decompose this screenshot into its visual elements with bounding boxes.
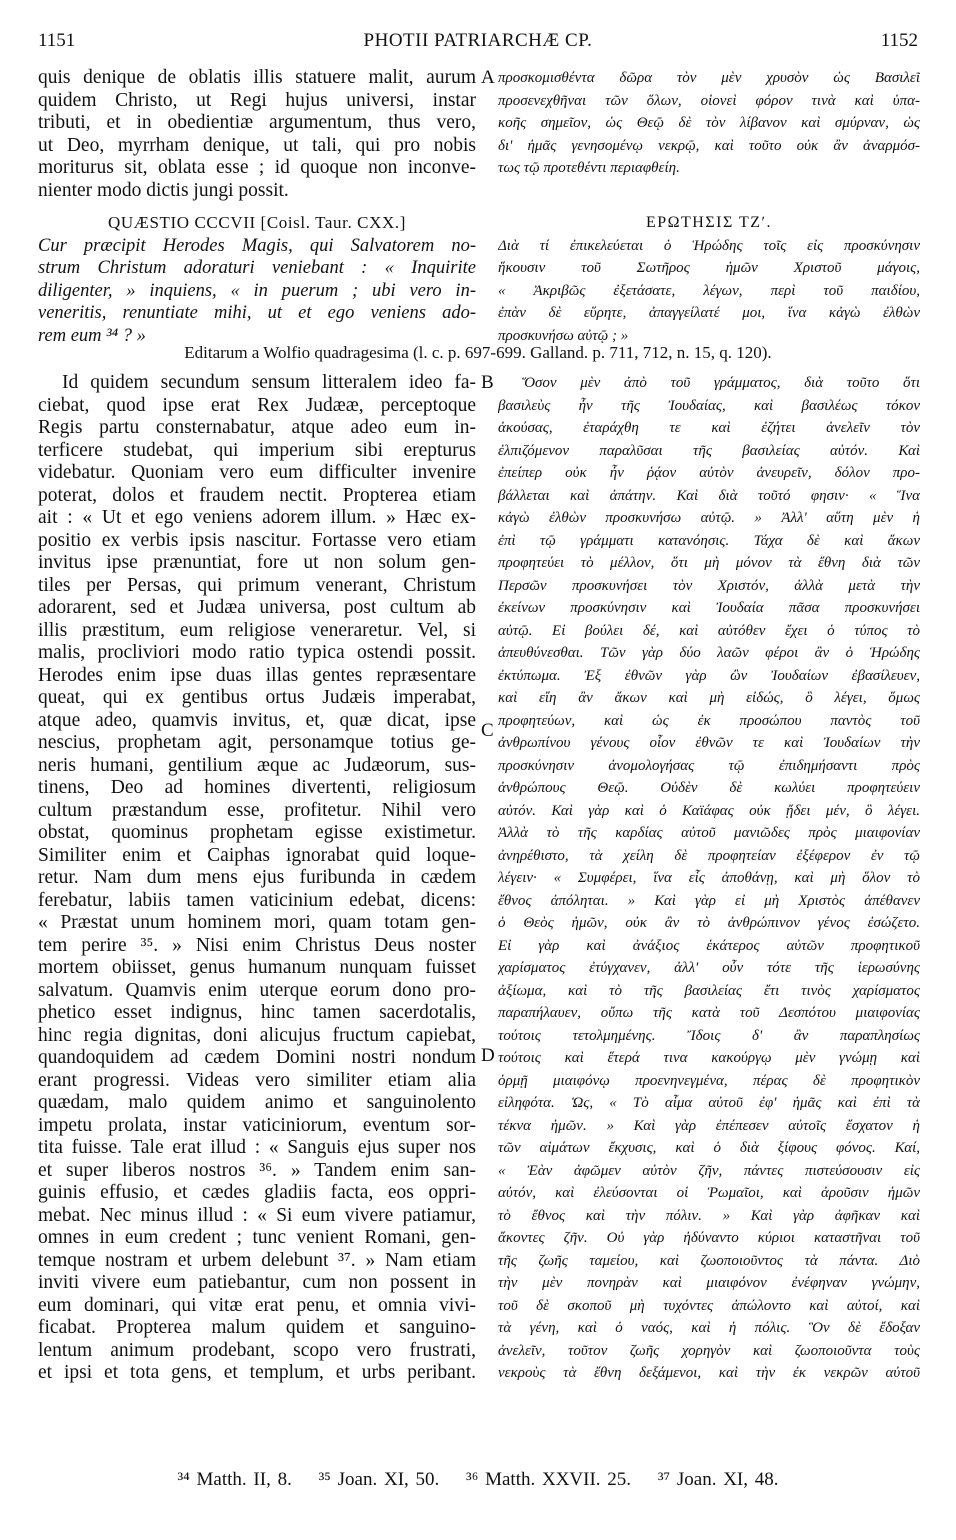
- text-line: Διὰ τί ἐπικελεύεται ὁ Ἡρώδης τοῖς εἰς προσκύνησιν: [498, 237, 920, 254]
- text-line: atque adeo, quamvis invitus, et, quæ dicat, ipse: [38, 709, 476, 731]
- text-line: τὸ ἔθνος καὶ τὴν πόλιν. » Καὶ γὰρ ἀφῆκαν καὶ: [498, 1207, 920, 1224]
- text-line: εἰληφότα. Ὡς, « Τὸ αἷμα αὐτοῦ ἐφ' ἡμᾶς καὶ ἐπὶ τὰ: [498, 1095, 920, 1111]
- text-line: veneritis, renuntiate mihi, ut et ego veniens ado-: [38, 303, 476, 323]
- text-line: λέγειν· « Συμφέρει, ἵνα εἷς ἀποθάνῃ, καὶ μὴ ὅλον τὸ: [498, 870, 920, 886]
- text-line: salvatum. Quamvis enim uterque eorum dono pro-: [38, 979, 476, 1001]
- text-line: ferebatur, labiis tamen vaticinium edebat, dicens:: [38, 889, 476, 911]
- text-line: quis denique de oblatis illis statuere malit, aurum: [38, 67, 476, 88]
- text-line: τῶν αἱμάτων ἔκχυσις, καὶ ὁ διὰ ξίφους φόνος. Καί,: [498, 1140, 920, 1156]
- text-line: tem perire ³⁵. » Nisi enim Christus Deus noster: [38, 934, 476, 956]
- text-line: Περσῶν προσκυνήσει τὸν Χριστόν, ἀλλὰ μετὰ τὴν: [498, 577, 920, 594]
- text-line: τοῦ δὲ σκοποῦ μὴ τυχόντες ἀπώλοντο καὶ αὐτοί, καὶ: [498, 1297, 920, 1314]
- margin-letter-d: D: [481, 1045, 495, 1066]
- text-line: κἀγὼ ἐλθὼν προσκυνήσω αὐτῷ. » Ἀλλ' αὕτη μὲν ἡ: [498, 510, 920, 526]
- text-line: Herodes enim ipse duas illas gentes repræsentare: [38, 664, 476, 686]
- text-line: δι' ἡμᾶς γενησομένῳ νεκρῷ, καὶ τοῦτο οὐκ ἂν ἀναρμόσ-: [498, 137, 920, 154]
- text-line: ὁ Θεὸς ἡμῶν, οὐκ ἂν τὸ ἀνθρώπινον γένος ἐσώζετο.: [498, 915, 920, 931]
- text-line: τως τῷ προτεθέντι περιαφθείη.: [498, 160, 680, 176]
- text-line: ficabat. Propterea malum quidem et sanguino-: [38, 1317, 476, 1338]
- page-number-left: 1151: [38, 30, 76, 51]
- running-header: [38, 30, 918, 54]
- text-line: ἀνθρώπους Θεῷ. Οὐδὲν δὲ κωλύει προφητεύειν: [498, 780, 920, 796]
- text-line: ἀνελεῖν, τοῦτον ζωῆς χορηγὸν καὶ ζωοποιοῦντα τοὺς: [498, 1342, 920, 1359]
- text-line: « Præstat unum hominem mori, quam totam gen-: [38, 912, 476, 933]
- margin-letter-b: B: [481, 372, 494, 393]
- text-line: mebat. Nec minus illud : « Si eum vivere patiamur,: [38, 1204, 476, 1226]
- text-line: lentum animum prodebant, scopo vero frustrati,: [38, 1339, 476, 1361]
- text-line: καὶ εἴη ἂν ἄκων καὶ μὴ εἰδώς, ὃ λέγει, ὅμως: [498, 690, 920, 706]
- text-line: omnes in eum credent ; tunc venient Romani, gen-: [38, 1227, 476, 1248]
- text-line: Similiter enim et Caiphas ignorabat quid loque-: [38, 844, 476, 866]
- text-line: ἐκείνων προσκύνησιν καὶ Ἰουδαία πᾶσα προσκυνήσει: [498, 600, 920, 616]
- text-line: ἔθνος ἀπόληται. » Καὶ γὰρ εἰ μὴ Χριστὸς ἀπέθανεν: [498, 892, 920, 909]
- text-line: phetico esset indignus, hinc tamen sacerdotalis,: [38, 1002, 476, 1023]
- text-line: tita fuisse. Tale erat illud : « Sanguis ejus super nos: [38, 1137, 476, 1158]
- text-line: terficere studebat, qui imperium sibi erepturus: [38, 439, 476, 461]
- text-line: προσενεχθῆναι τῶν ὅλων, οἱονεὶ φόρον τινὰ καὶ ὑπα-: [498, 92, 920, 109]
- text-line: invitus ipse prænuntiat, fore ut non solum gen-: [38, 552, 476, 573]
- text-line: quandoquidem ad cædem Domini nostri nondum: [38, 1047, 476, 1068]
- text-line: βασιλεὺς ἦν τῆς Ἰουδαίας, καὶ βασιλέως τόκον: [498, 397, 920, 414]
- text-line: ἀκούσας, ἐταράχθη τε καὶ ἐζήτει ἀνελεῖν τὸν: [498, 420, 920, 436]
- text-line: queat, qui ex gentibus ortus Judæis imperabat,: [38, 687, 476, 708]
- latin-question-heading: QUÆSTIO CCCVII [Coisl. Taur. CXX.]: [108, 213, 406, 232]
- text-line: neris humani, gentilium æque ac Judæorum, sus-: [38, 754, 476, 776]
- text-line: προσκομισθέντα δῶρα τὸν μὲν χρυσὸν ὡς Βασιλεῖ: [498, 70, 920, 86]
- text-line: nienter modo dictis jungi possit.: [38, 179, 289, 201]
- greek-question-heading: ΕΡΩΤΗΣΙΣ ΤΖʹ.: [645, 214, 773, 231]
- greek-body: [498, 372, 920, 1385]
- text-line: Ὅσον μὲν ἀπὸ τοῦ γράμματος, διὰ τοῦτο ὅτι: [522, 375, 920, 391]
- text-line: τῆς ζωῆς ταμείου, καὶ ζωοποιοῦντος τὰ πάντα. Διὸ: [498, 1252, 920, 1269]
- text-line: ἀπευθύνεσθαι. Τῶν γὰρ δύο λαῶν φέροι ἂν ὁ Ἡρώδης: [498, 645, 920, 661]
- text-line: Regis partu consternabatur, atque adeo eum in-: [38, 417, 476, 438]
- text-line: τέκνα ἡμῶν. » Καὶ γὰρ ἐπέπεσεν αὐτοῖς ἔσχατον ἡ: [498, 1117, 920, 1134]
- text-line: strum Christum adoraturi veniebant : « Inquirite: [38, 258, 476, 278]
- text-line: poterat, dolos et fraudem nectit. Propterea etiam: [38, 484, 476, 506]
- text-line: hinc regia dignitas, doni alicujus fructum capiebat,: [38, 1024, 476, 1046]
- text-line: νεκροὺς τὰ ἔθνη δεξάμενοι, καὶ τὴν ἐκ νεκρῶν αὐτοῦ: [498, 1365, 920, 1381]
- text-line: προσκύνησιν ἀνομολογήσας τῷ ἐπιδημήσαντι πρὸς: [498, 757, 920, 774]
- text-line: diligenter, » inquiens, « in puerum ; ubi vero in-: [38, 280, 476, 301]
- text-line: illis præstitum, eum religiose veneraretur. Vel, si: [38, 619, 476, 641]
- text-line: ait : « Ut et ego veniens adorem illum. » Hæc ex-: [38, 507, 476, 528]
- text-line: ἀξίωμα, καὶ τὸ τῆς βασιλείας ἔτι τινὸς χαρίσματος: [498, 982, 920, 999]
- text-line: erant progressi. Videas vero similiter etiam alia: [38, 1069, 476, 1091]
- text-line: κοῆς σημεῖον, ὡς Θεῷ δὲ τὸν λίβανον καὶ σμύρναν, ὡς: [498, 115, 920, 131]
- text-line: Cur præcipit Herodes Magis, qui Salvatorem no-: [38, 235, 476, 256]
- text-line: malis, procliviori modo ratio typica ostendi possit.: [38, 642, 476, 663]
- latin-question-block: [38, 212, 476, 347]
- text-line: et ipsi et tota gens, et templum, et urbs peribant.: [38, 1362, 476, 1383]
- text-line: obstat, quominus prophetam egisse existimetur.: [38, 822, 476, 843]
- text-line: ut Deo, myrrham denique, ut tali, qui pro nobis: [38, 134, 476, 156]
- text-line: αὐτῷ. Εἰ βούλει δέ, καὶ αὐτόθεν ἔχει ὁ τύπος τὸ: [498, 622, 920, 639]
- footnote-34: ³⁴ Matth. II, 8.: [177, 1469, 292, 1490]
- text-line: αὐτόν, καὶ ἐλεύσονται οἱ Ῥωμαῖοι, καὶ ἀροῦσιν ἡμῶν: [498, 1185, 920, 1201]
- text-line: adorarent, sed et Judæa universa, post cultum ab: [38, 597, 476, 618]
- text-line: ciebat, quod ipse erat Rex Judææ, perceptoque: [38, 394, 476, 416]
- text-line: ἐκτύπωμα. Ἐξ ἐθνῶν γὰρ ὢν Ἰουδαίων ἐβασίλευεν,: [498, 667, 920, 684]
- text-line: positio ex verbis ipsis nascitur. Fortasse vero etiam: [38, 529, 476, 551]
- text-line: impetu prolata, instar vaticiniorum, eventum sor-: [38, 1114, 476, 1136]
- greek-top-block: [498, 67, 920, 180]
- footnotes: [38, 1469, 918, 1491]
- text-line: tributi, et in obedientiæ argumentum, thus vero,: [38, 112, 476, 133]
- text-line: « Ἐὰν ἀφῶμεν αὐτὸν ζῆν, πάντες πιστεύσουσιν εἰς: [498, 1162, 920, 1179]
- text-line: videbatur. Quoniam vero eum difficulter invenire: [38, 462, 476, 483]
- page-number-right: 1152: [880, 30, 918, 51]
- text-line: ἥκουσιν τοῦ Σωτῆρος ἡμῶν Χριστοῦ μάγοις,: [498, 260, 920, 276]
- text-line: παραπήλαυεν, οὔπω τῆς κατὰ τοῦ Δεσπότου μιαιφονίας: [498, 1005, 920, 1021]
- text-line: ἐπείπερ οὐκ ἦν ῥᾴον αὐτὸν ἀνευρεῖν, δόλον προ-: [498, 465, 920, 481]
- footnote-37: ³⁷ Joan. XI, 48.: [657, 1469, 779, 1490]
- margin-letter-a: A: [481, 67, 495, 88]
- text-line: Εἰ γὰρ καὶ ἀνάξιος ἑκάτερος αὐτῶν προφητικοῦ: [498, 937, 920, 954]
- text-line: inviti vivere eum patiebantur, cum non possent in: [38, 1272, 476, 1293]
- text-line: quidem Christo, ut Regi hujus universi, instar: [38, 89, 476, 111]
- text-line: temque nostram et urbem delebunt ³⁷. » Nam etiam: [38, 1249, 476, 1271]
- text-line: nescius, prophetam agit, personamque totius ge-: [38, 732, 476, 753]
- text-line: tinens, Deo ad homines divertenti, religiosum: [38, 777, 476, 798]
- text-line: tiles per Persas, qui primum venerant, Christum: [38, 574, 476, 596]
- text-line: quædam, malo quidem animo et sanguinolento: [38, 1092, 476, 1113]
- running-title: PHOTII PATRIARCHÆ CP.: [363, 30, 593, 51]
- footnote-36: ³⁶ Matth. XXVII. 25.: [466, 1469, 632, 1490]
- latin-top-block: [38, 67, 476, 202]
- text-line: moriturus sit, oblata esse ; id quoque non inconve-: [38, 157, 476, 178]
- text-line: ἐλπιζόμενον παραλῦσαι τῆς βασιλείας αὐτόν. Καὶ: [498, 442, 920, 459]
- text-line: retur. Nam dum mens ejus furibunda in cædem: [38, 867, 476, 888]
- text-line: τὰ γένη, καὶ ὁ ναός, καὶ ἡ πόλις. Ὃν δὲ ἔδοξαν: [498, 1320, 920, 1336]
- margin-letter-c: C: [481, 720, 494, 741]
- text-line: ἀνηρέθιστο, τὰ χείλη δὲ προφητείαν ἐξέφερον ἐν τῷ: [498, 847, 920, 864]
- text-line: τούτοις καὶ ἕτερά τινα κακούργῳ μὲν γνώμῃ καὶ: [498, 1050, 920, 1066]
- text-line: ἀνθρωπίνου γένους οἷον ἐθνῶν τε καὶ Ἰουδαίων τὴν: [498, 735, 920, 751]
- text-line: ὁρμῇ μιαιφόνῳ προενηνεγμένα, πέρας δὲ προφητικὸν: [498, 1072, 920, 1089]
- text-line: mortem obiisset, genus humanum nunquam fuisset: [38, 957, 476, 978]
- text-line: προφητεύει τὸ μέλλον, ὅτι μὴ μόνον τὰ ἔθνη διὰ τῶν: [498, 555, 920, 571]
- text-line: cultum præstandum esse, profitetur. Nihil vero: [38, 799, 476, 821]
- text-line: τούτοις τετολμημένης. Ἴδοις δ' ἂν παραπλησίως: [498, 1027, 920, 1044]
- text-line: « Ἀκριβῶς ἐξετάσατε, λέγων, περὶ τοῦ παιδίου,: [498, 282, 920, 299]
- text-line: rem eum ³⁴ ? »: [38, 325, 146, 346]
- latin-body: [38, 372, 476, 1385]
- edition-note: Editarum a Wolfio quadragesima (l. c. p. 697-699. Galland. p. 711, 712, n. 15, q. 120).: [184, 343, 772, 362]
- text-line: Ἀλλὰ τὸ τῆς καρδίας αὐτοῦ μανιῶδες πρὸς μιαιφονίαν: [498, 825, 920, 841]
- text-line: guinis effusio, et cædes gladiis facta, eos oppri-: [38, 1182, 476, 1203]
- text-line: βάλλεται καὶ ἀπάτην. Καὶ διὰ τοῦτό φησιν· « Ἵνα: [498, 487, 920, 504]
- footnote-35: ³⁵ Joan. XI, 50.: [318, 1469, 440, 1490]
- greek-question-block: [498, 212, 920, 347]
- text-line: ἐπὰν δὲ εὕρητε, ἀπαγγείλατέ μοι, ἵνα κἀγὼ ἐλθὼν: [498, 305, 920, 321]
- text-line: Id quidem secundum sensum litteralem ideo fa-: [62, 372, 476, 393]
- text-line: eum dominari, qui vitæ erat penu, et omnia vivi-: [38, 1294, 476, 1316]
- text-line: ἐπὶ τῷ γράμματι κατανόησις. Τάχα δὲ καὶ ἄκων: [498, 532, 920, 549]
- text-line: τὴν μὲν πονηρὰν καὶ μιαιφόνον ἐνέφηναν γνώμην,: [498, 1275, 920, 1291]
- text-line: χαρίσματος ἐτύγχανεν, ἀλλ' οὖν τότε τῆς ἱερωσύνης: [498, 960, 920, 976]
- text-line: ἄκοντες ζῆν. Οὐ γὰρ ἠδύναντο κύριοι καταστῆναι τοῦ: [498, 1230, 920, 1246]
- text-line: αὐτόν. Καὶ γὰρ καὶ ὁ Καϊάφας οὐκ ᾔδει μέν, ὃ λέγει.: [498, 802, 920, 819]
- text-line: προσκυνήσω αὐτῷ ; »: [498, 327, 629, 344]
- text-line: et super liberos nostros ³⁶. » Tandem enim san-: [38, 1159, 476, 1181]
- text-line: προφητεύων, καὶ ὡς ἐκ προσώπου παντὸς τοῦ: [498, 712, 920, 729]
